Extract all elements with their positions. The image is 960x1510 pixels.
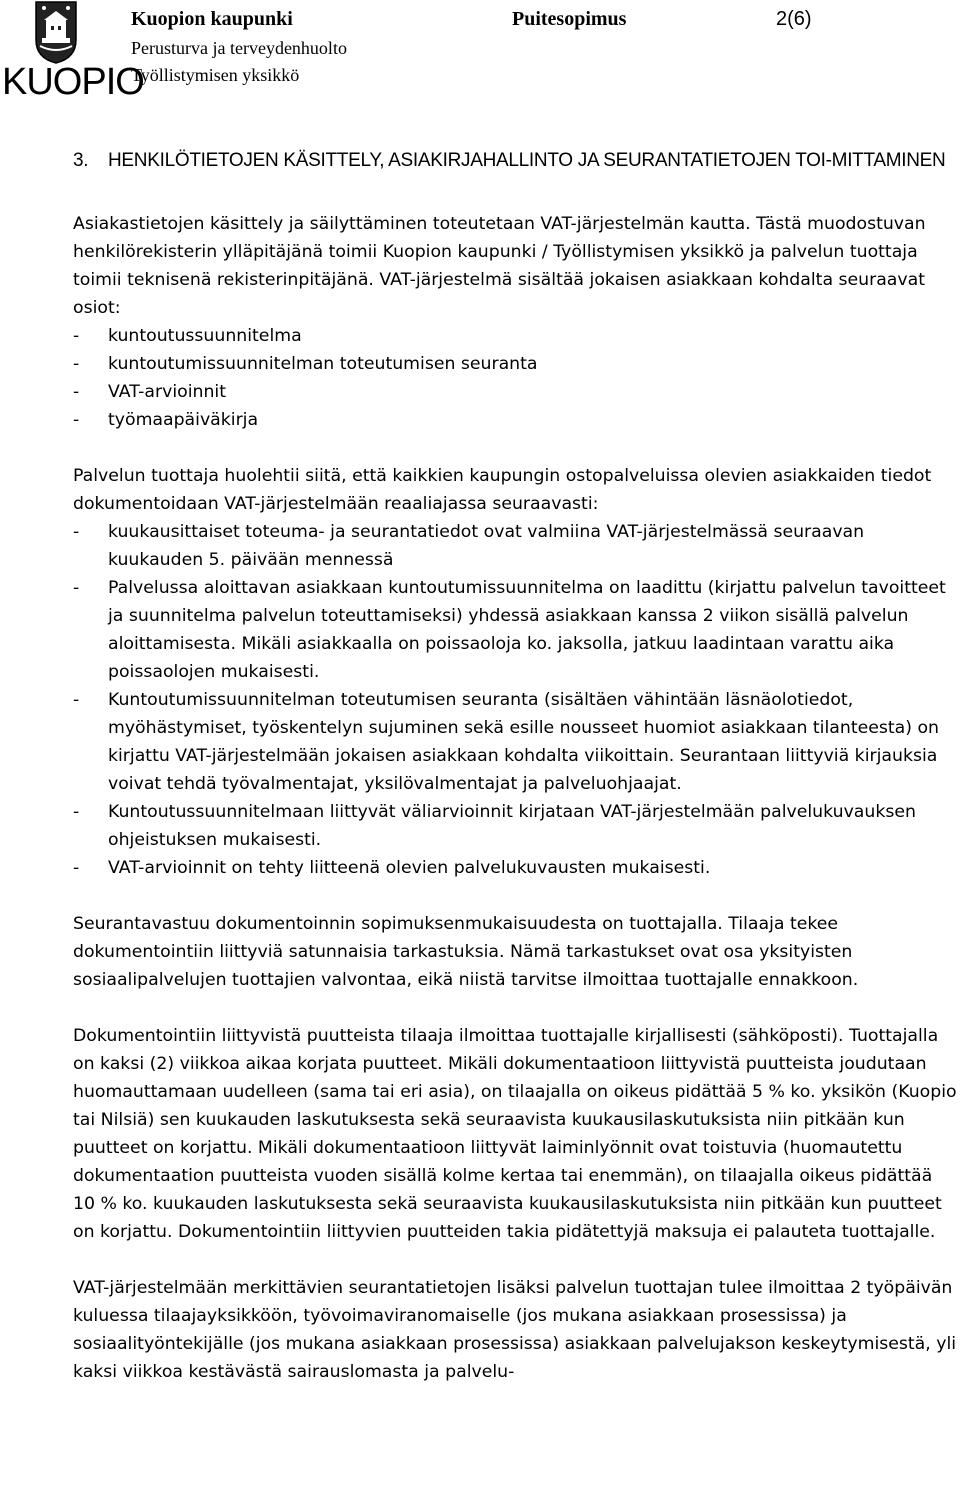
paragraph-2-list bbox=[73, 518, 958, 882]
kuopio-logo bbox=[2, 0, 144, 105]
list-item: - kuntoutumissuunnitelman toteutumisen seuranta bbox=[73, 354, 538, 374]
unit-name: Työllistymisen yksikkö bbox=[131, 65, 300, 85]
section-heading bbox=[73, 146, 958, 176]
department-name: Perusturva ja terveydenhuolto bbox=[131, 38, 347, 58]
list-item: - VAT-arvioinnit bbox=[73, 382, 226, 402]
document-type: Puitesopimus bbox=[512, 8, 627, 30]
paragraph-2: Palvelun tuottaja huolehtii siitä, että kaikkien kaupungin ostopalveluissa olevien asiakkaiden tiedot dokumentoidaan VAT-järjestelmään reaaliajassa seuraavasti: bbox=[73, 466, 932, 514]
list-item: - Kuntoutussuunnitelmaan liittyvät väliarvioinnit kirjataan VAT-järjestelmään palvelukuvauksen ohjeistuksen mukaisesti. bbox=[73, 802, 916, 850]
list-item: - kuukausittaiset toteuma- ja seurantatiedot ovat valmiina VAT-järjestelmässä seuraavan kuukauden 5. päivään mennessä bbox=[73, 522, 865, 570]
organization-name: Kuopion kaupunki bbox=[131, 8, 293, 30]
list-item: - VAT-arvioinnit on tehty liitteenä olevien palvelukuvausten mukaisesti. bbox=[73, 858, 711, 878]
paragraph-1: Asiakastietojen käsittely ja säilyttäminen toteutetaan VAT-järjestelmän kautta. Tästä muodostuvan henkilörekisterin ylläpitäjänä toimii Kuopion kaupunki / Työllistymisen yksikkö ja palvelun tuottaja toimii teknisenä rekisterinpitäjänä. VAT-järjestelmä sisältää jokaisen asiakkaan kohdalta seuraavat osiot: bbox=[73, 214, 926, 318]
paragraph-4: Dokumentointiin liittyvistä puutteista tilaaja ilmoittaa tuottajalle kirjallisesti (sähköposti). Tuottajalla on kaksi (2) viikkoa aikaa korjata puutteet. Mikäli dokumentaatioon liittyvistä puutteista joudutaan huomauttamaan uudelleen (sama tai eri asia), on tilaajalla on oikeus pidättää 5 % ko. yksikön (Kuopio tai Nilsiä) sen kuukauden laskutuksesta sekä seuraavista kuukausilaskutuksista niin pitkään kun puutteet on korjattu. Mikäli dokumentaatioon liittyvät laiminlyönnit ovat toistuvia (huomautettu dokumentaation puutteista vuoden sisällä kolme kertaa tai enemmän), on tilaajalla oikeus pidättää 10 % ko. kuukauden laskutuksesta sekä seuraavista kuukausilaskutuksista niin pitkään kun puutteet on korjattu. Dokumentointiin liittyvien puutteiden takia pidätettyjä maksuja ei palauteta tuottajalle. bbox=[73, 1026, 957, 1242]
paragraph-5: VAT-järjestelmään merkittävien seurantatietojen lisäksi palvelun tuottajan tulee ilmoittaa 2 työpäivän kuluessa tilaajayksikköön, työvoimaviranomaiselle (jos mukana asiakkaan prosessissa) ja sosiaalityöntekijälle (jos mukana asiakkaan prosessissa) asiakkaan palvelujakson keskeytymisestä, yli kaksi viikkoa kestävästä sairauslomasta ja palvelu- bbox=[73, 1278, 957, 1382]
paragraph-1-list bbox=[73, 322, 958, 434]
list-item: - kuntoutussuunnitelma bbox=[73, 326, 302, 346]
coat-of-arms-icon bbox=[2, 0, 110, 64]
page-number: 2(6) bbox=[776, 8, 812, 30]
section-number: 3. bbox=[73, 150, 89, 171]
logo-text: KUOPIO bbox=[2, 61, 144, 103]
section-title: HENKILÖTIETOJEN KÄSITTELY, ASIAKIRJAHALLINTO JA SEURANTATIETOJEN TOI-MITTAMINEN bbox=[108, 150, 946, 171]
list-item: - Kuntoutumissuunnitelman toteutumisen seuranta (sisältäen vähintään läsnäolotiedot, myöhästymiset, työskentelyn sujuminen sekä esille nousseet huomiot asiakkaan tilanteesta) on kirjattu VAT-järjestelmään jokaisen asiakkaan kohdalta viikoittain. Seurantaan liittyviä kirjauksia voivat tehdä työvalmentajat, yksilövalmentajat ja palveluohjaajat. bbox=[73, 690, 940, 794]
paragraph-3: Seurantavastuu dokumentoinnin sopimuksenmukaisuudesta on tuottajalla. Tilaaja tekee dokumentointiin liittyviä satunnaisia tarkastuksia. Nämä tarkastukset ovat osa yksityisten sosiaalipalvelujen tuottajien valvontaa, eikä niistä tarvitse ilmoittaa tuottajalle ennakkoon. bbox=[73, 914, 859, 990]
list-item: - työmaapäiväkirja bbox=[73, 410, 259, 430]
document-body bbox=[73, 146, 958, 1386]
list-item: - Palvelussa aloittavan asiakkaan kuntoutumissuunnitelma on laadittu (kirjattu palvelun tavoitteet ja suunnitelma palvelun toteuttamiseksi) yhdessä asiakkaan kanssa 2 viikon sisällä palvelun aloittamisesta. Mikäli asiakkaalla on poissaoloja ko. jaksolla, jatkuu laadintaan varattu aika poissaolojen mukaisesti. bbox=[73, 578, 946, 682]
